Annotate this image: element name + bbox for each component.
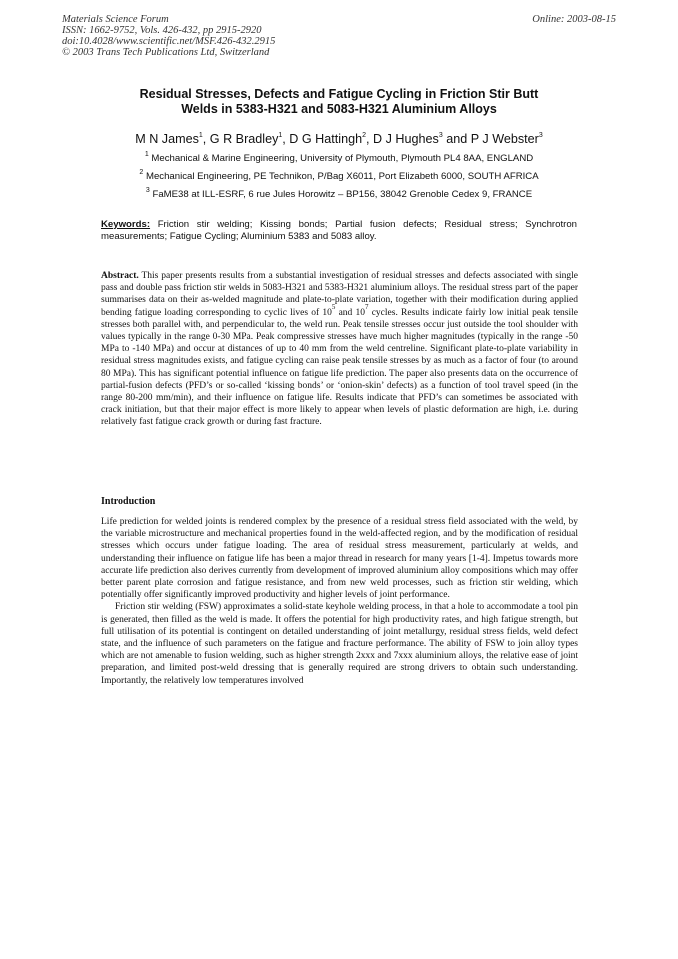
author-separator: , — [202, 132, 210, 146]
paragraph: Life prediction for welded joints is rendered complex by the presence of a residual stress field associated with the weld, by the variable microstructure and mechanical properties found in the weld-affected region, and by the modification of residual stresses which occurs under fatigue loading. The area of residual stress measurement, particularly at welds, and understanding their influence on fatigue life has been a major thread in research for many years [1-4]. Impetus towards more accurate life prediction also derives currently from development of improved aluminium alloy compositions which may offer better parent plate corrosion and fatigue resistance, and from new weld processes, such as friction stir welding, which potentially offer significantly improved productivity and higher levels of joint performance. — [101, 517, 578, 601]
author-name: D J Hughes — [373, 132, 439, 146]
abstract-text: This paper presents results from a substantial investigation of residual stresses and defects associated with single pass and double pass friction stir welds in 5083-H321 and 5383-H321 aluminium alloys. The residual stress part of the paper summarises data on their as-welded magnitude and plate-to-plate variation, together with their modification during applied bending fatigue loading corresponding to cyclic lives of 10 — [101, 271, 578, 318]
author-affil-sup: 2 — [362, 131, 366, 139]
publication-info — [62, 14, 275, 58]
affiliation-text: Mechanical & Marine Engineering, University of Plymouth, Plymouth PL4 8AA, ENGLAND — [151, 153, 534, 164]
author-list — [62, 132, 616, 146]
paper-title — [100, 87, 578, 117]
issn-line: ISSN: 1662-9752, Vols. 426-432, pp 2915-2920 — [62, 25, 262, 36]
author-separator: , — [366, 132, 373, 146]
abstract-text: and 10 — [335, 307, 365, 318]
copyright-line: © 2003 Trans Tech Publications Ltd, Switzerland — [62, 47, 270, 58]
abstract-label: Abstract. — [101, 271, 139, 281]
author-affil-sup: 3 — [438, 131, 443, 139]
author-affil-sup: 3 — [538, 131, 543, 139]
author-name: P J Webster — [470, 132, 539, 146]
author-separator: , — [282, 132, 290, 146]
affiliation-sup: 2 — [139, 168, 144, 176]
author-name: G R Bradley — [209, 132, 279, 146]
author-name: D G Hattingh — [289, 132, 363, 146]
exponent: 7 — [365, 303, 369, 312]
keywords-label: Keywords: — [101, 219, 151, 230]
keywords-text: Friction stir welding; Kissing bonds; Partial fusion defects; Residual stress; Synchrotron measurements; Fatigue Cycling; Aluminium 5383 and 5083 alloy. — [101, 219, 577, 242]
affiliation-3 — [62, 186, 616, 200]
affiliation-2 — [62, 168, 616, 182]
title-line-1: Residual Stresses, Defects and Fatigue Cycling in Friction Stir Butt — [139, 87, 539, 101]
affiliation-text: Mechanical Engineering, PE Technikon, P/Bag X6011, Port Elizabeth 6000, SOUTH AFRICA — [145, 171, 539, 182]
section-heading-introduction: Introduction — [101, 496, 156, 507]
online-date: Online: 2003-08-15 — [532, 14, 616, 25]
author-name: M N James — [135, 132, 199, 146]
abstract-text: cycles. Results indicate fairly low initial peak tensile stresses both parallel with, and perpendicular to, the weld run. Peak tensile stresses occur just outside the tool shoulder with values typically in the range 0-30 MPa. Peak compressive stresses have much higher magnitudes (typically in the range -50 MPa to -140 MPa) and occur at distances of up to 40 mm from the weld centreline. Significant plate-to-plate variability in residual stress magnitudes exists, and fatigue cycling can raise peak tensile stresses by as much as a factor of four (to around 80 MPa). This has significant potential influence on fatigue life prediction. The paper also presents data on the occurrence of partial-fusion defects (PFD’s or so-called ‘kissing bonds’ or ‘onion-skin’ defects) as a function of tool travel speed (in the range 80-200 mm/min), and their influence on fatigue life. Results indicate that PFD’s can sometimes be associated with crack initiation, but that their major effect is more likely to appear when levels of plastic deformation are high, i.e. during relatively fast fatigue crack growth or during fast fracture. — [101, 307, 578, 428]
keywords — [101, 219, 577, 243]
affiliation-sup: 1 — [144, 150, 149, 158]
doi-line[interactable]: doi:10.4028/www.scientific.net/MSF.426-432.2915 — [62, 36, 276, 47]
affiliation-text: FaME38 at ILL-ESRF, 6 rue Jules Horowitz – BP156, 38042 Grenoble Cedex 9, FRANCE — [152, 189, 533, 200]
author-affil-sup: 1 — [198, 131, 203, 139]
paragraph: Friction stir welding (FSW) approximates a solid-state keyhole welding process, in that a hole to accommodate a tool pin is generated, then filled as the weld is made. It offers the potential for high productivity rates, and high fatigue strength, but full utilisation of its potential is contingent on detailed understanding of joint metallurgy, residual stress fields, weld defect state, and the influence of such parameters on the fatigue and fracture performance. The ability of FSW to join alloy types which are not amenable to fusion welding, such as higher strength 2xxx and 7xxx aluminium alloys, the relative ease of joint preparation, and limited post-weld dressing that is generally required are strong drivers to obtain such understanding. Importantly, the relatively low temperatures involved — [101, 602, 578, 686]
affiliation-sup: 3 — [145, 186, 150, 194]
affiliation-1 — [62, 150, 616, 164]
introduction-body — [101, 516, 578, 687]
author-affil-sup: 1 — [278, 131, 283, 139]
title-line-2: Welds in 5383-H321 and 5083-H321 Aluminium Alloys — [181, 102, 497, 116]
journal-name: Materials Science Forum — [62, 14, 169, 25]
abstract — [101, 270, 578, 429]
exponent: 5 — [331, 303, 336, 312]
author-and: and — [442, 132, 471, 146]
